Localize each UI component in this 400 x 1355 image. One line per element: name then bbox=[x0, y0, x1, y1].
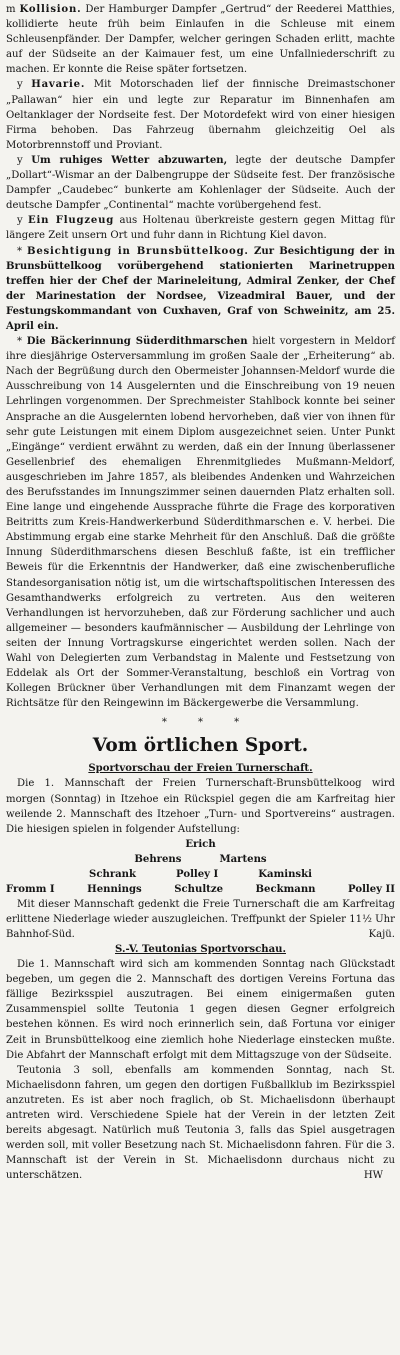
section-divider: * * * bbox=[161, 717, 254, 729]
article-marker: * bbox=[17, 336, 27, 348]
article-wetter bbox=[6, 153, 395, 213]
article-treffpunkt bbox=[6, 897, 395, 942]
article-marker: * bbox=[17, 245, 27, 257]
article-body: Der Hamburger Dampfer „Gertrud“ der Reederei Matthies, kollidierte heute früh beim Einlaufen in die Schleuse mit einem Schleusenpfänder. Der Dampfer, welcher geringen Schaden erlitt, machte auf der Südseite an der Kaimauer fest, um eine Unfallniederschrift zu machen. Er konnte die Reise später fortsetzen. bbox=[6, 4, 396, 76]
article-heading: Die Bäckerinnung Süderdithmarschen bbox=[26, 336, 248, 348]
article-marker: y bbox=[17, 79, 32, 91]
article-kollision bbox=[6, 2, 395, 77]
article-body: Mit Motorschaden lief der finnische Dreimastschoner „Pallawan“ hier ein und legte zur Reparatur im Binnenhafen am Oeltanklager der Nordseite fest. Der Motordefekt wird von einer hiesigen Firma behoben. Das Fahrzeug übernahm gleichzeitig Oel als Motorbrennstoff und Proviant. bbox=[6, 79, 395, 151]
article-havarie bbox=[6, 77, 395, 152]
section-title: Vom örtlichen Sport. bbox=[92, 735, 309, 757]
subheading-turnerschaft: Sportvorschau der Freien Turnerschaft. bbox=[88, 763, 313, 775]
article-heading: Kollision. bbox=[19, 4, 82, 15]
player-name: Behrens bbox=[134, 853, 182, 865]
subheading-teutonia: S.-V. Teutonias Sportvorschau. bbox=[115, 944, 286, 956]
article-besichtigung bbox=[6, 244, 395, 335]
article-body: Teutonia 3 soll, ebenfalls am kommenden Sonntag, nach St. Michaelisdonn fahren, um gegen den dortigen Fußballklub im Bezirksspiel anzutreten. Es ist aber noch fraglich, ob St. Michaelisdonn überhaupt antreten wird. Verschiedene Spiele hat der Verein in der letzten Zeit bereits abgesagt. Natürlich muß Teutonia 3, falls das Spiel ausgetragen werden soll, mit voller Besetzung nach St. Michaelisdonn fahren. Für die 3. Mannschaft ist der Verein in St. Michaelisdonn durchaus nicht zu unterschätzen. bbox=[6, 1064, 395, 1182]
player-name: Kaminski bbox=[258, 868, 312, 880]
article-marker: y bbox=[17, 154, 32, 166]
article-body: Zur Besichtigung der in Brunsbüttelkoog vorübergehend stationierten Marinetruppen treffen hier der Chef der Marineleitung, Admiral Zenker, der Chef der Marinestation der Nordsee, Vizeadmiral Bauer, und der Festungskommandant von Cuxhaven, Graf von Schweinitz, am 25. April ein. bbox=[6, 245, 396, 332]
player-name: Polley I bbox=[176, 868, 219, 880]
article-heading: Havarie. bbox=[31, 79, 86, 91]
article-body: aus Holtenau überkreiste gestern gegen Mittag für längere Zeit unsern Ort und fuhr dann in Richtung Kiel davon. bbox=[6, 215, 395, 242]
player-name: Schrank bbox=[89, 868, 137, 880]
team-lineup bbox=[6, 837, 395, 897]
player-name: Beckmann bbox=[255, 883, 316, 895]
lineup-row bbox=[6, 837, 395, 852]
player-name: Fromm I bbox=[6, 883, 55, 895]
article-body: Mit dieser Mannschaft gedenkt die Freie Turnerschaft die am Karfreitag erlittene Niederlage wieder auszugleichen. Treffpunkt der Spieler 11½ Uhr Bahnhof-Süd. bbox=[6, 898, 395, 940]
player-name: Polley II bbox=[348, 883, 395, 895]
article-body: hielt vorgestern in Meldorf ihre diesjährige Osterversammlung im großen Saale der „Erheiterung“ ab. Nach der Begrüßung durch den Obermeister Johannsen-Meldorf wurde die Ausschreibung von 14 Ausgelernten und die Einschreibung von 19 neuen Lehrlingen vorgenommen. Der Sprechmeister Stahlbock konnte bei seiner Ansprache an die Ausgelernten lobend hervorheben, daß vier von ihnen für sehr gute Leistungen mit einem Diplom ausgezeichnet seien. Unter Punkt „Eingänge“ verdient erwähnt zu werden, daß ein der Innung überlassener Gesellenbrief des ehemaligen Ehrenmitgliedes Mußmann-Meldorf, ausgeschrieben im Jahre 1857, als bleibendes Andenken und Wahrzeichen des Berufsstandes im Innungszimmer seinen dauernden Platz erhalten soll. Eine lange und eingehende Aussprache führte die Frage des korporativen Beitritts zum Kreis-Handwerkerbund Süderdithmarschen e. V. herbei. Die Abstimmung ergab eine starke Mehrheit für den Anschluß. Daß die größte Innung Süderdithmarschens diesen Beschluß faßte, ist ein trefflicher Beweis für die Erkenntnis der Handwerker, daß eine zwischenberufliche Standesorganisation nötig ist, um die wirtschaftspolitischen Interessen des Gesamthandwerks erfolgreich zu vertreten. Aus den weiteren Verhandlungen ist hervorzuheben, daß zur Förderung sachlicher und auch allgemeiner — besonders kaufmännischer — Ausbildung der Lehrlinge von seiten der Innung Vortragskurse eingerichtet werden sollen. Nach der Wahl von Delegierten zum Verbandstag in Malente und Festsetzung von Eddelak als Ort der Sommer-Veranstaltung, beschloß ein Vortrag von Kollegen Brückner über Verhandlungen mit dem Finanzamt wegen der Richtsätze für den Reingewinn im Bäckergewerbe die Versammlung. bbox=[6, 336, 396, 710]
lineup-row bbox=[6, 852, 395, 867]
article-body: legte der deutsche Dampfer „Dollart“-Wismar an der Dalbengruppe der Südseite fest. Der französische Dampfer „Caudebec“ bunkerte am Kohlenlager der Südseite. Auch der deutsche Dampfer „Continental“ machte vorübergehend fest. bbox=[6, 154, 396, 212]
article-baeckerinnung bbox=[6, 334, 395, 711]
article-teutonia-3 bbox=[6, 1063, 395, 1184]
author-signature: HW bbox=[363, 1170, 383, 1182]
article-flugzeug bbox=[6, 213, 395, 243]
article-heading: Ein Flugzeug bbox=[28, 215, 115, 227]
player-name: Erich bbox=[185, 838, 216, 850]
player-name: Martens bbox=[219, 853, 267, 865]
article-heading: Um ruhiges Wetter abzuwarten, bbox=[31, 154, 228, 166]
article-marker: m bbox=[6, 4, 20, 15]
lineup-row bbox=[6, 882, 395, 897]
lineup-row bbox=[6, 867, 395, 882]
article-teutonia-1: Die 1. Mannschaft wird sich am kommenden Sonntag nach Glückstadt begeben, um gegen die 2. Mannschaft des dortigen Vereins Fortuna das fällige Bezirksspiel auszutragen. Bei einem einigermaßen guten Zusammenspiel sollte Teutonia 1 gegen diesen Gegner erfolgreich bestehen können. Es wird noch erinnerlich sein, daß Fortuna vor einiger Zeit in Brunsbüttelkoog eine ziemlich hohe Niederlage einstecken mußte. Die Abfahrt der Mannschaft erfolgt mit dem Mittagszuge von der Südseite. bbox=[6, 959, 395, 1061]
player-name: Hennings bbox=[87, 883, 142, 895]
author-signature: Kajü. bbox=[368, 928, 395, 940]
article-turnerschaft: Die 1. Mannschaft der Freien Turnerschaft-Brunsbüttelkoog wird morgen (Sonntag) in Itzehoe ein Rückspiel gegen die am Karfreitag hier weilende 2. Mannschaft des Itzehoer „Turn- und Sportvereins“ austragen. Die hiesigen spielen in folgender Aufstellung: bbox=[6, 778, 395, 835]
article-heading: Besichtigung in Brunsbüttelkoog. bbox=[27, 245, 249, 257]
article-marker: y bbox=[17, 215, 29, 227]
player-name: Schultze bbox=[174, 883, 223, 895]
